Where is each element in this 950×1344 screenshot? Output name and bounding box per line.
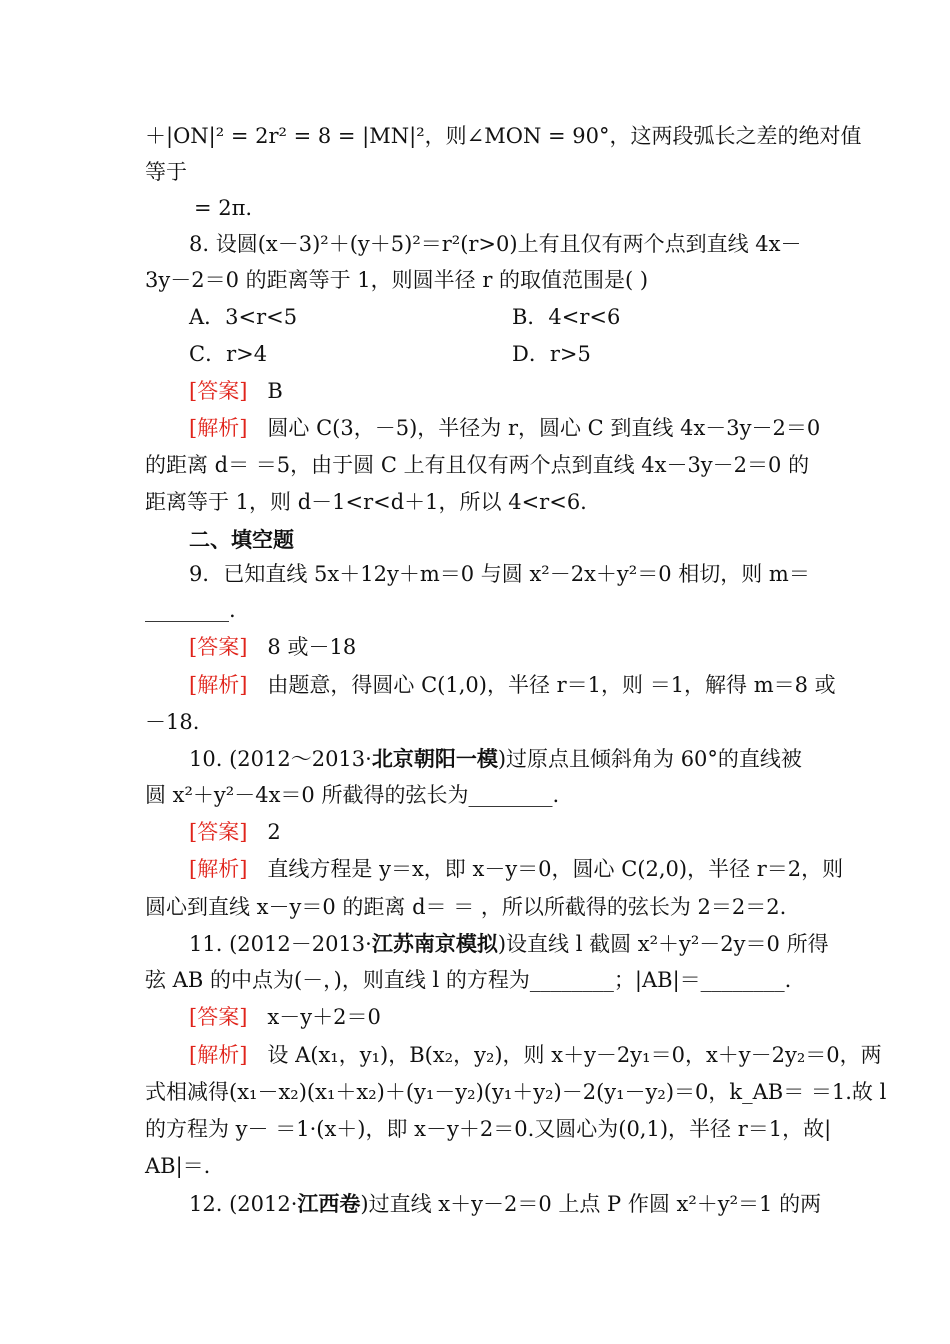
option-d: D．r>5 <box>512 342 591 366</box>
answer-line <box>189 1007 381 1028</box>
solution-line <box>189 859 843 880</box>
answer-line <box>189 637 356 658</box>
solution-line <box>189 418 820 439</box>
option-c: C．r>4 <box>189 342 268 366</box>
question-12-line-1 <box>189 1193 821 1215</box>
question-11-line-1 <box>189 933 829 955</box>
question-source: 江西卷 <box>297 1191 361 1216</box>
question-number: 10. (2012～2013· <box>189 747 372 771</box>
question-9-line-1: 9．已知直线 5x＋12y＋m＝0 与圆 x²－2x＋y²＝0 相切，则 m＝ <box>189 562 810 586</box>
solution-text: 直线方程是 y＝x，即 x－y＝0，圆心 C(2,0)，半径 r＝2，则 <box>267 857 844 881</box>
solution-tag: [解析] <box>189 1043 248 1067</box>
text-line: 等于 <box>145 160 187 184</box>
question-8-line-1: 8. 设圆(x－3)²＋(y＋5)²＝r²(r>0)上有且仅有两个点到直线 4x－ <box>189 232 802 256</box>
section-heading: 二、填空题 <box>189 527 294 552</box>
question-11-line-2: 弦 AB 的中点为(－，)，则直线 l 的方程为________；|AB|＝________. <box>145 968 792 992</box>
solution-tag: [解析] <box>189 416 248 440</box>
solution-tag: [解析] <box>189 673 248 697</box>
question-source: 北京朝阳一模 <box>371 746 498 771</box>
answer-line <box>189 381 283 402</box>
answer-text: x－y＋2＝0 <box>267 1005 381 1029</box>
question-10-line-2: 圆 x²＋y²－4x＝0 所截得的弦长为________. <box>145 783 560 807</box>
text-line: = 2π. <box>194 196 253 220</box>
question-text: )设直线 l 截圆 x²＋y²－2y＝0 所得 <box>497 932 829 956</box>
answer-tag: [答案] <box>189 1005 248 1029</box>
solution-line <box>189 1045 882 1066</box>
question-9-line-2: ________. <box>145 598 236 622</box>
answer-text: B <box>267 379 283 403</box>
answer-text: 8 或－18 <box>267 635 357 659</box>
question-text: )过直线 x＋y－2＝0 上点 P 作圆 x²＋y²＝1 的两 <box>360 1192 822 1216</box>
answer-tag: [答案] <box>189 635 248 659</box>
solution-line <box>189 675 836 696</box>
solution-line: AB|＝. <box>145 1154 211 1178</box>
solution-line: －18. <box>145 710 200 734</box>
solution-line: 的方程为 y－ ＝1·(x＋)，即 x－y＋2＝0.又圆心为(0,1)，半径 r＝1，故| <box>145 1117 832 1141</box>
question-source: 江苏南京模拟 <box>371 931 498 956</box>
text-line: ＋|ON|² = 2r² = 8 = |MN|²，则∠MON = 90°，这两段弧长之差的绝对值 <box>145 124 862 148</box>
solution-line: 式相减得(x₁－x₂)(x₁＋x₂)＋(y₁－y₂)(y₁＋y₂)－2(y₁－y₂)＝0，k_AB＝ ＝1.故 l <box>145 1080 887 1104</box>
solution-text: 圆心 C(3，－5)，半径为 r，圆心 C 到直线 4x－3y－2＝0 <box>267 416 821 440</box>
solution-text: 由题意，得圆心 C(1,0)，半径 r＝1，则 ＝1，解得 m＝8 或 <box>267 673 836 697</box>
solution-line: 圆心到直线 x－y＝0 的距离 d＝ ＝ ，所以所截得的弦长为 2＝2＝2. <box>145 895 787 919</box>
question-number: 12. (2012· <box>189 1192 298 1216</box>
solution-text: 设 A(x₁，y₁)，B(x₂，y₂)，则 x＋y－2y₁＝0，x＋y－2y₂＝0，两 <box>267 1043 882 1067</box>
solution-line: 距离等于 1，则 d－1<r<d＋1，所以 4<r<6. <box>145 490 587 514</box>
solution-tag: [解析] <box>189 857 248 881</box>
question-8-line-2: 3y－2＝0 的距离等于 1，则圆半径 r 的取值范围是( ) <box>145 268 649 292</box>
option-a: A．3<r<5 <box>189 305 298 329</box>
solution-line: 的距离 d＝ ＝5，由于圆 C 上有且仅有两个点到直线 4x－3y－2＝0 的 <box>145 453 810 477</box>
answer-tag: [答案] <box>189 820 248 844</box>
answer-line <box>189 822 281 843</box>
question-10-line-1 <box>189 748 802 770</box>
question-text: )过原点且倾斜角为 60°的直线被 <box>497 747 802 771</box>
answer-text: 2 <box>267 820 281 844</box>
question-number: 11. (2012－2013· <box>189 932 372 956</box>
option-b: B．4<r<6 <box>512 305 621 329</box>
answer-tag: [答案] <box>189 379 248 403</box>
